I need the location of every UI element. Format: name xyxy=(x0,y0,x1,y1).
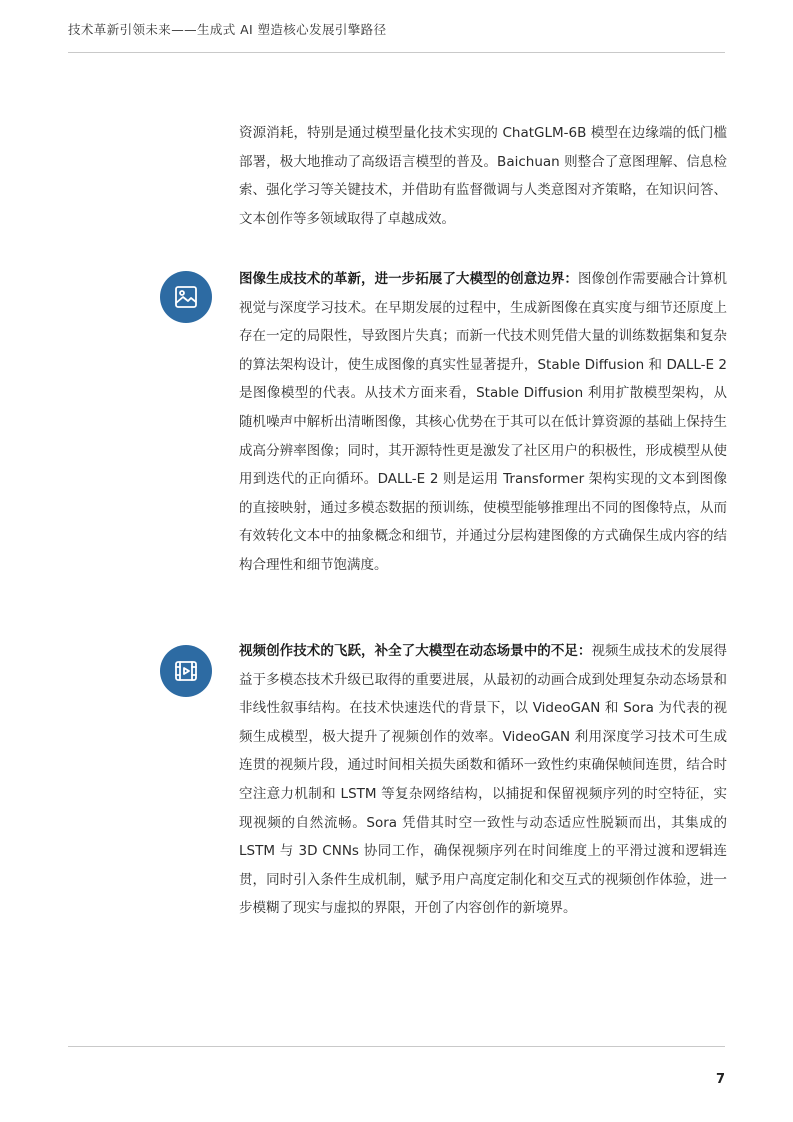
video-icon xyxy=(160,645,212,697)
image-generation-paragraph xyxy=(239,265,727,580)
continued-paragraph xyxy=(239,119,727,233)
image-icon xyxy=(160,271,212,323)
paragraph-text: 图像创作需要融合计算机视觉与深度学习技术。在早期发展的过程中，生成新图像在真实度与细节还原度上存在一定的局限性，导致图片失真；而新一代技术则凭借大量的训练数据集和复杂的算法架构设计，使生成图像的真实性显著提升，Stable Diffusion 和 DALL-E 2 是图像模型的代表。从技术方面来看，Stable Diffusion 利用扩散模型架构，从随机噪声中解析出清晰图像，其核心优势在于其可以在低计算资源的基础上保持生成高分辨率图像；同时，其开源特性更是激发了社区用户的积极性，形成模型从使用到迭代的正向循环。DALL-E 2 则是运用 Transformer 架构实现的文本到图像的直接映射，通过多模态数据的预训练，使模型能够推理出不同的图像特点，从而有效转化文本中的抽象概念和细节，并通过分层构建图像的方式确保生成内容的结构合理性和细节饱满度。 xyxy=(239,271,728,573)
page-header xyxy=(68,14,725,53)
header-title: 技术革新引领未来——生成式 AI 塑造核心发展引擎路径 xyxy=(68,22,387,37)
paragraph-text: 视频生成技术的发展得益于多模态技术升级已取得的重要进展，从最初的动画合成到处理复杂动态场景和非线性叙事结构。在技术快速迭代的背景下，以 VideoGAN 和 Sora 为代表的视频生成模型，极大提升了视频创作的效率。VideoGAN 利用深度学习技术可生成连贯的视频片段，通过时间相关损失函数和循环一致性约束确保帧间连贯，结合时空注意力机制和 LSTM 等复杂网络结构，以捕捉和保留视频序列的时空特征，实现视频的自然流畅。Sora 凭借其时空一致性与动态适应性脱颖而出，其集成的 LSTM 与 3D CNNs 协同工作，确保视频序列在时间维度上的平滑过渡和逻辑连贯，同时引入条件生成机制，赋予用户高度定制化和交互式的视频创作体验，进一步模糊了现实与虚拟的界限，开创了内容创作的新境界。 xyxy=(239,643,728,917)
section-lead: 视频创作技术的飞跃，补全了大模型在动态场景中的不足： xyxy=(239,643,592,659)
video-creation-paragraph xyxy=(239,637,727,923)
footer-divider xyxy=(68,1046,725,1047)
page-number: 7 xyxy=(715,1072,725,1087)
paragraph-text: 资源消耗，特别是通过模型量化技术实现的 ChatGLM-6B 模型在边缘端的低门槛部署，极大地推动了高级语言模型的普及。Baichuan 则整合了意图理解、信息检索、强化学习等关键技术，并借助有监督微调与人类意图对齐策略，在知识问答、文本创作等多领域取得了卓越成效。 xyxy=(239,125,727,227)
section-lead: 图像生成技术的革新，进一步拓展了大模型的创意边界： xyxy=(239,271,578,287)
